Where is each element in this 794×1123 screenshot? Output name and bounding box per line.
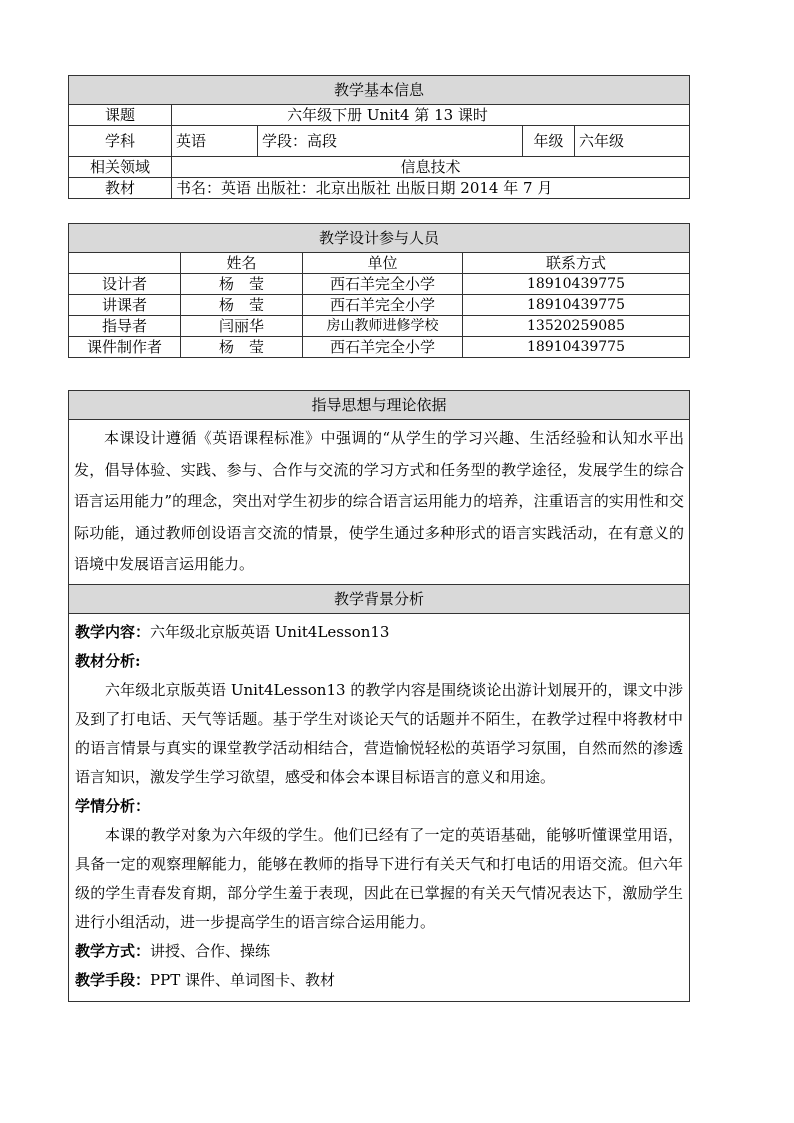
background-content	[69, 613, 690, 1001]
subject-value: 英语	[172, 126, 258, 157]
participant-name: 杨 莹	[181, 295, 303, 316]
participant-unit: 西石羊完全小学	[303, 274, 463, 295]
analysis-table	[68, 390, 690, 1002]
content-label: 教学内容：	[75, 622, 151, 641]
background-header: 教学背景分析	[69, 584, 690, 613]
participants-header: 教学设计参与人员	[69, 224, 690, 253]
guiding-header: 指导思想与理论依据	[69, 391, 690, 420]
basic-info-table	[68, 75, 690, 199]
table-row	[69, 295, 690, 316]
material-label: 教材分析:	[75, 651, 141, 670]
participant-role: 讲课者	[69, 295, 181, 316]
participant-unit: 西石羊完全小学	[303, 295, 463, 316]
column-header-name: 姓名	[181, 253, 303, 274]
participant-name: 杨 莹	[181, 337, 303, 358]
participants-table	[68, 223, 690, 358]
textbook-value: 书名：英语 出版社：北京出版社 出版日期 2014 年 7 月	[172, 178, 690, 199]
table-row	[69, 316, 690, 337]
grade-value: 六年级	[575, 126, 690, 157]
material-text: 六年级北京版英语 Unit4Lesson13 的教学内容是围绕谈论出游计划展开的，课文中涉及到了打电话、天气等话题。基于学生对谈论天气的话题并不陌生，在教学过程中将教材中的语言情景与真实的课堂教学活动相结合，营造愉悦轻松的英语学习氛围，自然而然的渗透语言知识，激发学生学习欲望，感受和体会本课目标语言的意义和用途。	[75, 680, 683, 786]
stage-value: 学段：高段	[258, 126, 523, 157]
participant-name: 闫丽华	[181, 316, 303, 337]
field-label: 相关领域	[69, 157, 172, 178]
participant-unit: 西石羊完全小学	[303, 337, 463, 358]
method-value: 讲授、合作、操练	[150, 941, 271, 960]
participant-role: 设计者	[69, 274, 181, 295]
participant-contact: 18910439775	[463, 337, 690, 358]
student-text: 本课的教学对象为六年级的学生。他们已经有了一定的英语基础，能够听懂课堂用语，具备一定的观察理解能力，能够在教师的指导下进行有关天气和打电话的用语交流。但六年级的学生青春发育期，部分学生羞于表现，因此在已掌握的有关天气情况表达下，激励学生进行小组活动，进一步提高学生的语言综合运用能力。	[75, 825, 683, 931]
participant-contact: 18910439775	[463, 274, 690, 295]
textbook-label: 教材	[69, 178, 172, 199]
basic-info-header: 教学基本信息	[69, 76, 690, 105]
participant-contact: 18910439775	[463, 295, 690, 316]
participant-role: 指导者	[69, 316, 181, 337]
content-value: 六年级北京版英语 Unit4Lesson13	[150, 622, 390, 641]
field-value: 信息技术	[172, 157, 690, 178]
student-label: 学情分析：	[75, 796, 151, 815]
participant-role: 课件制作者	[69, 337, 181, 358]
method-label: 教学方式：	[75, 941, 151, 960]
means-value: PPT 课件、单词图卡、教材	[150, 970, 335, 989]
table-row	[69, 274, 690, 295]
column-header-role	[69, 253, 181, 274]
topic-value: 六年级下册 Unit4 第 13 课时	[172, 105, 690, 126]
participant-unit: 房山教师进修学校	[303, 316, 463, 337]
subject-label: 学科	[69, 126, 172, 157]
table-row	[69, 337, 690, 358]
means-label: 教学手段：	[75, 970, 151, 989]
participant-name: 杨 莹	[181, 274, 303, 295]
grade-label: 年级	[523, 126, 575, 157]
topic-label: 课题	[69, 105, 172, 126]
participant-contact: 13520259085	[463, 316, 690, 337]
column-header-contact: 联系方式	[463, 253, 690, 274]
guiding-text: 本课设计遵循《英语课程标准》中强调的“从学生的学习兴趣、生活经验和认知水平出发，倡导体验、实践、参与、合作与交流的学习方式和任务型的教学途径，发展学生的综合语言运用能力”的理念，突出对学生初步的综合语言运用能力的培养，注重语言的实用性和交际功能，通过教师创设语言交流的情景，使学生通过多种形式的语言实践活动，在有意义的语境中发展语言运用能力。	[69, 420, 690, 585]
column-header-unit: 单位	[303, 253, 463, 274]
